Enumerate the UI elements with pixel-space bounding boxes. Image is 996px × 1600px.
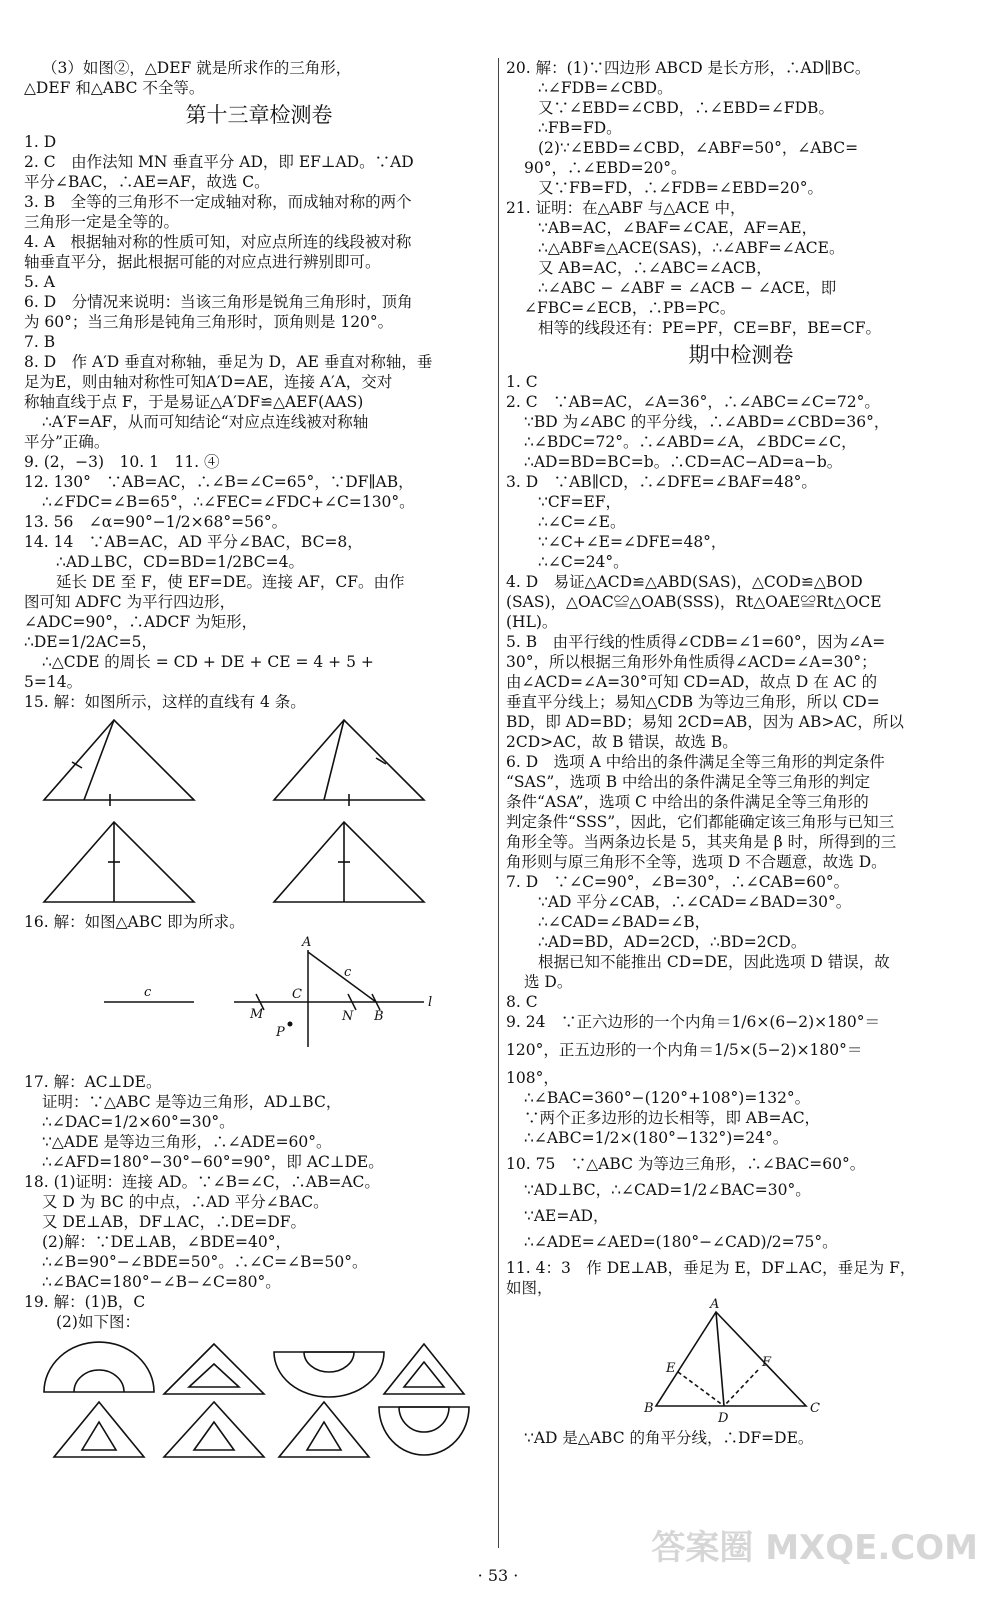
- answer-line: 30°，所以根据三角形外角性质得∠ACD=∠A=30°；: [506, 653, 877, 671]
- answer-line: ∵AD 是△ABC 的角平分线，∴DF=DE。: [524, 1429, 814, 1447]
- text-line: △DEF 和△ABC 不全等。: [24, 79, 205, 97]
- answer-line: 1. D: [24, 133, 57, 151]
- answer-line: ∵AE=AD，: [524, 1207, 609, 1225]
- figure-15-triangles: [24, 712, 464, 912]
- answer-line: 三角形一定是全等的。: [24, 213, 180, 231]
- figure-11-triangle: [506, 1298, 966, 1428]
- answer-line: ∴∠BDC=72°。∴∠ABD=∠A，∠BDC=∠C，: [524, 433, 857, 451]
- answer-line: ∵∠C+∠E=∠DFE=48°，: [538, 533, 727, 551]
- answer-line: 平分∠BAC，∴AE=AF，故选 C。: [24, 173, 270, 191]
- answer-line: 20. 解：(1)∵四边形 ABCD 是长方形，∴AD∥BC。: [506, 59, 871, 77]
- answer-line: ∵AB=AC，∠BAF=∠CAE，AF=AE，: [538, 219, 818, 237]
- answer-line: 7. D ∵∠C=90°，∠B=30°，∴∠CAB=60°。: [506, 873, 850, 891]
- figure-19-shapes: [24, 1332, 474, 1462]
- answer-line: 10. 75 ∵△ABC 为等边三角形，∴∠BAC=60°。: [506, 1155, 866, 1173]
- answer-line: ∴∠ADE=∠AED=(180°−∠CAD)/2=75°。: [524, 1233, 838, 1251]
- answer-line: 14. 14 ∵AB=AC，AD 平分∠BAC，BC=8，: [24, 533, 363, 551]
- answer-line: 由∠ACD=∠A=30°可知 CD=AD，故点 D 在 AC 的: [506, 673, 878, 691]
- answer-line: 12. 130° ∵AB=AC，∴∠B=∠C=65°，∵DF∥AB，: [24, 473, 414, 491]
- fig-label: D: [718, 1411, 729, 1426]
- answer-line: 8. D 作 A′D 垂直对称轴，垂足为 D，AE 垂直对称轴，垂: [24, 353, 433, 371]
- section-title: 第十三章检测卷: [185, 103, 333, 127]
- answer-line: 3. B 全等的三角形不一定成轴对称，而成轴对称的两个: [24, 193, 412, 211]
- fig-label: c: [344, 965, 352, 980]
- answer-line: ∴∠BAC=180°−∠B−∠C=80°。: [42, 1273, 281, 1291]
- answer-line: ∴∠FDC=∠B=65°，∴∠FEC=∠FDC+∠C=130°。: [42, 493, 415, 511]
- figure-16-construction: [24, 932, 464, 1072]
- answer-line: 9. 24 ∵正六边形的一个内角＝1/6×(6−2)×180°＝: [506, 1013, 880, 1031]
- answer-line: 90°，∴∠EBD=20°。: [524, 159, 687, 177]
- answer-line: ∴∠C=∠E。: [538, 513, 626, 531]
- answer-line: 根据已知不能推出 CD=DE，因此选项 D 错误，故: [538, 953, 890, 971]
- answer-line: ∴∠BAC=360°−(120°+108°)=132°。: [524, 1089, 811, 1107]
- answer-line: 判定条件“SSS”，因此，它们都能确定该三角形与已知三: [506, 813, 895, 831]
- answer-line: 7. B: [24, 333, 56, 351]
- answer-line: 4. A 根据轴对称的性质可知，对应点所连的线段被对称: [24, 233, 412, 251]
- answer-line: 16. 解：如图△ABC 即为所求。: [24, 913, 245, 931]
- answer-line: 垂直平分线上；易知△CDB 为等边三角形，所以 CD=: [506, 693, 880, 711]
- answer-line: 为 60°；当三角形是钝角三角形时，顶角则是 120°。: [24, 313, 394, 331]
- answer-line: (2)∵∠EBD=∠CBD，∠ABF=50°，∠ABC=: [538, 139, 859, 157]
- answer-line: ∴△ABF≌△ACE(SAS)，∴∠ABF=∠ACE。: [538, 239, 845, 257]
- answer-line: ∵两个正多边形的边长相等，即 AB=AC，: [524, 1109, 821, 1127]
- answer-line: 图可知 ADFC 为平行四边形，: [24, 593, 236, 611]
- answer-line: 5. B 由平行线的性质得∠CDB=∠1=60°，因为∠A=: [506, 633, 886, 651]
- fig-label: C: [292, 987, 302, 1002]
- answer-line: 19. 解：(1)B，C: [24, 1293, 146, 1311]
- answer-line: 2CD>AC，故 B 错误，故选 B。: [506, 733, 738, 751]
- fig-label: c: [144, 985, 152, 1000]
- fig-label: N: [342, 1009, 354, 1024]
- answer-line: 证明：∵△ABC 是等边三角形，AD⊥BC，: [42, 1093, 342, 1111]
- fig-label: E: [666, 1361, 676, 1376]
- answer-line: 2. C ∵AB=AC，∠A=36°，∴∠ABC=∠C=72°。: [506, 393, 880, 411]
- answer-line: ∴∠ABC=1/2×(180°−132°)=24°。: [524, 1129, 789, 1147]
- answer-line: 6. D 选项 A 中给出的条件满足全等三角形的判定条件: [506, 753, 885, 771]
- answer-line: 又 DE⊥AB，DF⊥AC，∴DE=DF。: [42, 1213, 307, 1231]
- answer-line: 又 AB=AC，∴∠ABC=∠ACB，: [538, 259, 772, 277]
- answer-line: 21. 证明：在△ABF 与△ACE 中，: [506, 199, 746, 217]
- answer-line: 15. 解：如图所示，这样的直线有 4 条。: [24, 693, 306, 711]
- answer-line: 18. (1)证明：连接 AD。∵∠B=∠C，∴AB=AC。: [24, 1173, 380, 1191]
- answer-line: ∴A′F=AF，从而可知结论“对应点连线被对称轴: [42, 413, 369, 431]
- answer-line: “SAS”，选项 B 中给出的条件满足全等三角形的判定: [506, 773, 871, 791]
- fig-label: l: [428, 995, 433, 1010]
- answer-line: (HL)。: [506, 613, 558, 631]
- answer-line: 又∵FB=FD，∴∠FDB=∠EBD=20°。: [538, 179, 823, 197]
- answer-line: ∴∠FDB=∠CBD。: [538, 79, 673, 97]
- answer-line: ∵△ADE 是等边三角形，∴∠ADE=60°。: [42, 1133, 332, 1151]
- answer-line: ∴AD=BD=BC=b。∴CD=AC−AD=a−b。: [524, 453, 843, 471]
- answer-line: 相等的线段还有：PE=PF，CE=BF，BE=CF。: [538, 319, 882, 337]
- fig-label: B: [644, 1401, 654, 1416]
- answer-line: 108°，: [506, 1069, 559, 1087]
- answer-line: 角形则与原三角形不全等，选项 D 不合题意，故选 D。: [506, 853, 887, 871]
- column-divider: [498, 58, 499, 1548]
- answer-line: (SAS)，△OAC≌△OAB(SSS)，Rt△OAE≌Rt△OCE: [506, 593, 882, 611]
- answer-line: 2. C 由作法知 MN 垂直平分 AD，即 EF⊥AD。∵AD: [24, 153, 414, 171]
- answer-line: BD，即 AD=BD；易知 2CD=AB，因为 AB>AC，所以: [506, 713, 904, 731]
- answer-line: ∴DE=1/2AC=5，: [24, 633, 157, 651]
- answer-line: 120°，正五边形的一个内角＝1/5×(5−2)×180°＝: [506, 1041, 863, 1059]
- answer-line: ∵AD⊥BC，∴∠CAD=1/2∠BAC=30°。: [524, 1181, 811, 1199]
- answer-line: ∵AD 平分∠CAB，∴∠CAD=∠BAD=30°。: [538, 893, 852, 911]
- answer-line: 1. C: [506, 373, 538, 391]
- answer-line: 又∵∠EBD=∠CBD，∴∠EBD=∠FDB。: [538, 99, 834, 117]
- fig-label: A: [302, 935, 312, 950]
- answer-line: (2)解：∵DE⊥AB，∠BDE=40°，: [42, 1233, 291, 1251]
- answer-line: ∴△CDE 的周长 = CD + DE + CE = 4 + 5 +: [42, 653, 374, 671]
- answer-line: 轴垂直平分，据此根据可能的对应点进行辨别即可。: [24, 253, 381, 271]
- answer-line: ∠ADC=90°，∴ADCF 为矩形，: [24, 613, 258, 631]
- fig-label: B: [374, 1009, 384, 1024]
- fig-label: C: [810, 1401, 820, 1416]
- answer-line: 足为E，则由轴对称性可知A′D=AE，连接 A′A，交对: [24, 373, 393, 391]
- answer-line: ∵CF=EF，: [538, 493, 622, 511]
- answer-line: ∴∠C=24°。: [538, 553, 629, 571]
- answer-line: 5=14。: [24, 673, 83, 691]
- answer-line: 3. D ∵AB∥CD，∴∠DFE=∠BAF=48°。: [506, 473, 817, 491]
- answer-line: 平分”正确。: [24, 433, 110, 451]
- answer-line: 9. (2，−3) 10. 1 11. ④: [24, 453, 220, 471]
- answer-line: ∠FBC=∠ECB，∴PB=PC。: [524, 299, 736, 317]
- answer-line: (2)如下图：: [56, 1313, 140, 1331]
- text-line: （3）如图②，△DEF 就是所求作的三角形，: [42, 59, 352, 77]
- answer-line: ∴∠DAC=1/2×60°=30°。: [42, 1113, 235, 1131]
- answer-line: ∴∠ABC − ∠ABF = ∠ACB − ∠ACE，即: [538, 279, 837, 297]
- answer-line: ∴AD⊥BC，CD=BD=1/2BC=4。: [56, 553, 305, 571]
- answer-line: ∴∠CAD=∠BAD=∠B，: [538, 913, 711, 931]
- answer-line: 称轴直线于点 F，于是易证△A′DF≌△AEF(AAS): [24, 393, 364, 411]
- answer-line: 17. 解：AC⊥DE。: [24, 1073, 162, 1091]
- section-title: 期中检测卷: [688, 343, 794, 367]
- fig-label: P: [276, 1025, 285, 1040]
- answer-line: 4. D 易证△ACD≌△ABD(SAS)，△COD≌△BOD: [506, 573, 863, 591]
- answer-line: 又 D 为 BC 的中点，∴AD 平分∠BAC。: [42, 1193, 329, 1211]
- answer-line: 选 D。: [524, 973, 573, 991]
- answer-line: ∴∠AFD=180°−30°−60°=90°，即 AC⊥DE。: [42, 1153, 384, 1171]
- answer-line: 条件“ASA”，选项 C 中给出的条件满足全等三角形的: [506, 793, 869, 811]
- answer-line: 11. 4：3 作 DE⊥AB，垂足为 E，DF⊥AC，垂足为 F，: [506, 1259, 916, 1277]
- answer-line: ∵BD 为∠ABC 的平分线，∴∠ABD=∠CBD=36°，: [524, 413, 890, 431]
- answer-line: 5. A: [24, 273, 55, 291]
- fig-label: M: [250, 1007, 264, 1022]
- answer-line: ∴∠B=90°−∠BDE=50°。∴∠C=∠B=50°。: [42, 1253, 368, 1271]
- watermark: 答案圈 MXQE.COM: [651, 1528, 978, 1568]
- answer-line: 如图，: [506, 1279, 553, 1297]
- answer-line: ∴AD=BD，AD=2CD，∴BD=2CD。: [538, 933, 807, 951]
- answer-line: 延长 DE 至 F，使 EF=DE。连接 AF，CF。由作: [56, 573, 405, 591]
- answer-line: 6. D 分情况来说明：当该三角形是锐角三角形时，顶角: [24, 293, 413, 311]
- answer-line: 13. 56 ∠α=90°−1/2×68°=56°。: [24, 513, 288, 531]
- answer-line: 角形全等。当两条边长是 5，其夹角是 β 时，所得到的三: [506, 833, 897, 851]
- answer-line: 8. C: [506, 993, 538, 1011]
- answer-line: ∴FB=FD。: [538, 119, 622, 137]
- fig-label: A: [710, 1298, 720, 1312]
- page-number: · 53 ·: [477, 1566, 519, 1585]
- fig-label: F: [762, 1355, 772, 1370]
- left-column: [24, 58, 494, 1462]
- right-column: [506, 58, 976, 1448]
